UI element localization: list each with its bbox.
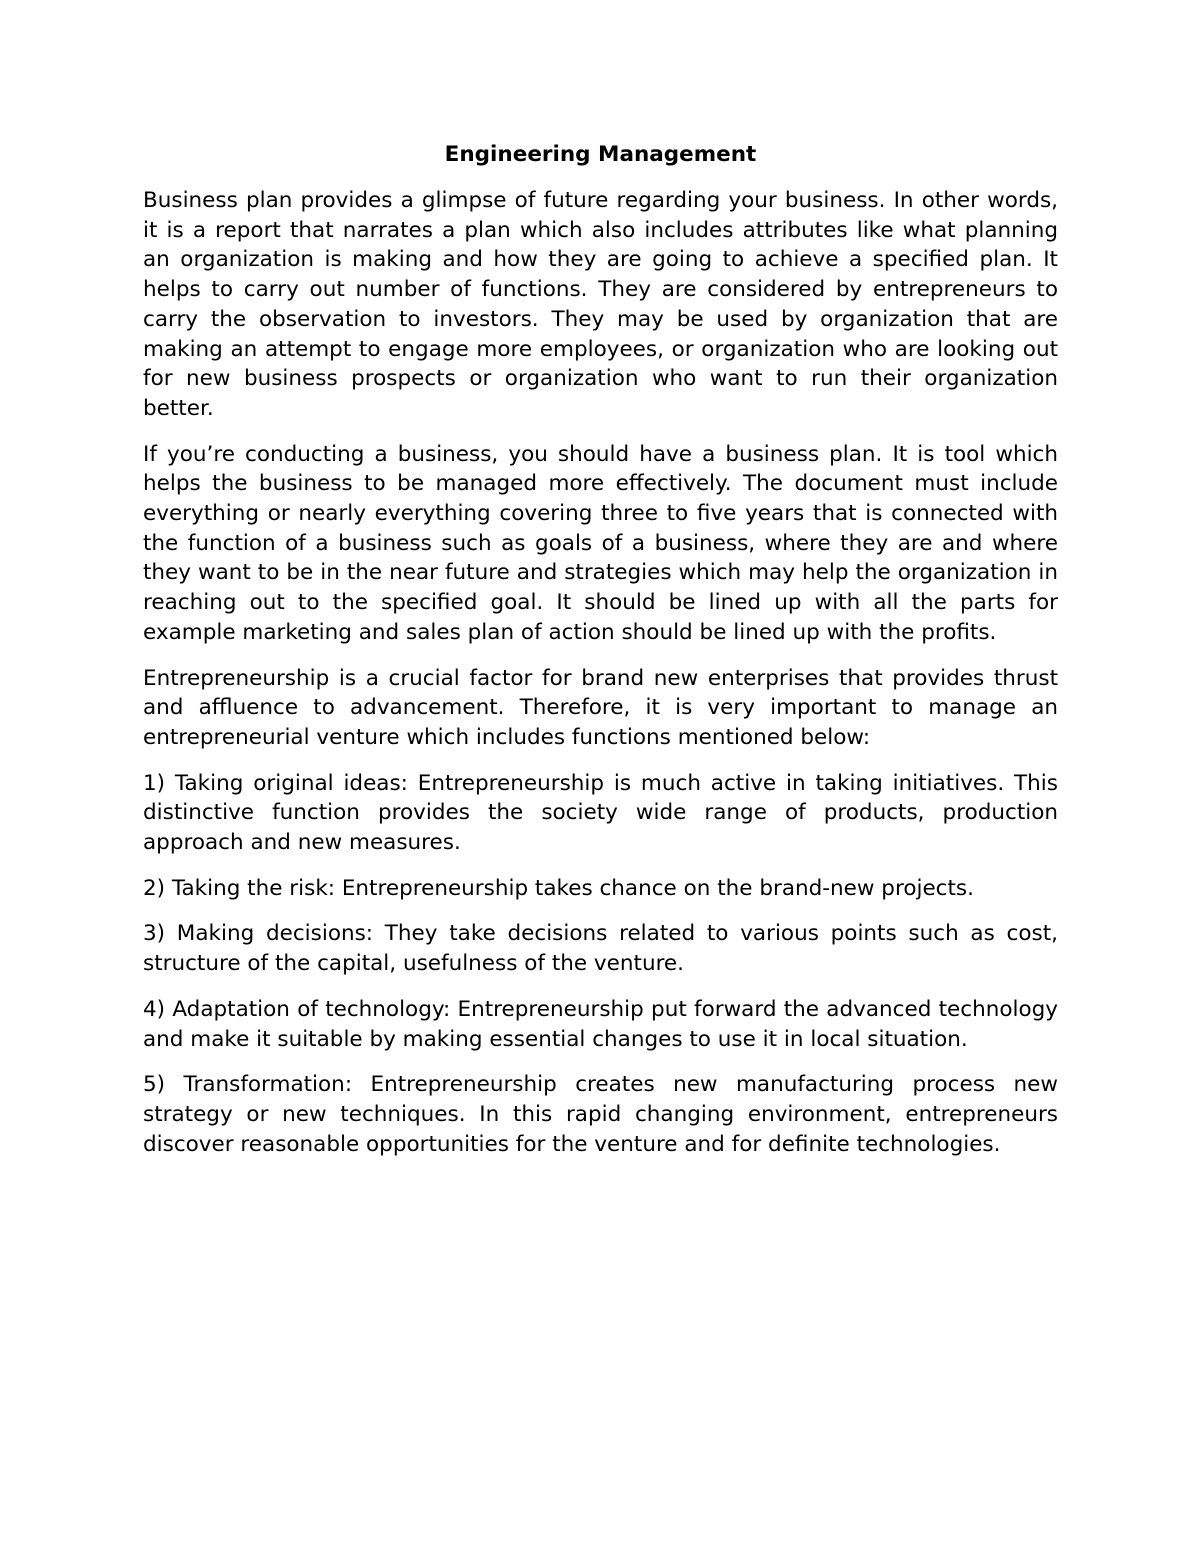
list-item-technology: 4) Adaptation of technology: Entrepreneurship put forward the advanced technology and make it suitable by making essential changes to use it in local situation.	[143, 996, 1058, 1052]
paragraph-business-plan-intro: Business plan provides a glimpse of future regarding your business. In other words, it is a report that narrates a plan which also includes attributes like what planning an organization is making and how they are going to achieve a specified plan. It helps to carry out number of functions. They are considered by entrepreneurs to carry the observation to investors. They may be used by organization that are making an attempt to engage more employees, or organization who are looking out for new business prospects or organization who want to run their organization better.	[143, 188, 1058, 421]
paragraph-entrepreneurship-intro: Entrepreneurship is a crucial factor for brand new enterprises that provides thrust and affluence to advancement. Therefore, it is very important to manage an entrepreneurial venture which includes functions mentioned below:	[143, 665, 1058, 750]
list-item-transformation: 5) Transformation: Entrepreneurship creates new manufacturing process new strategy or new techniques. In this rapid changing environment, entrepreneurs discover reasonable opportunities for the venture and for definite technologies.	[143, 1072, 1058, 1157]
paragraph-business-plan-purpose: If you’re conducting a business, you should have a business plan. It is tool which helps the business to be managed more effectively. The document must include everything or nearly everything covering three to five years that is connected with the function of a business such as goals of a business, where they are and where they want to be in the near future and strategies which may help the organization in reaching out to the specified goal. It should be lined up with all the parts for example marketing and sales plan of action should be lined up with the profits.	[143, 441, 1058, 645]
list-item-risk: 2) Taking the risk: Entrepreneurship takes chance on the brand-new projects.	[143, 875, 974, 901]
list-item-original-ideas: 1) Taking original ideas: Entrepreneurship is much active in taking initiatives. This distinctive function provides the society wide range of products, production approach and new measures.	[143, 770, 1058, 856]
document-page	[143, 140, 1058, 1175]
list-item-decisions: 3) Making decisions: They take decisions related to various points such as cost, structure of the capital, usefulness of the venture.	[143, 921, 1058, 977]
document-title: Engineering Management	[444, 142, 757, 167]
